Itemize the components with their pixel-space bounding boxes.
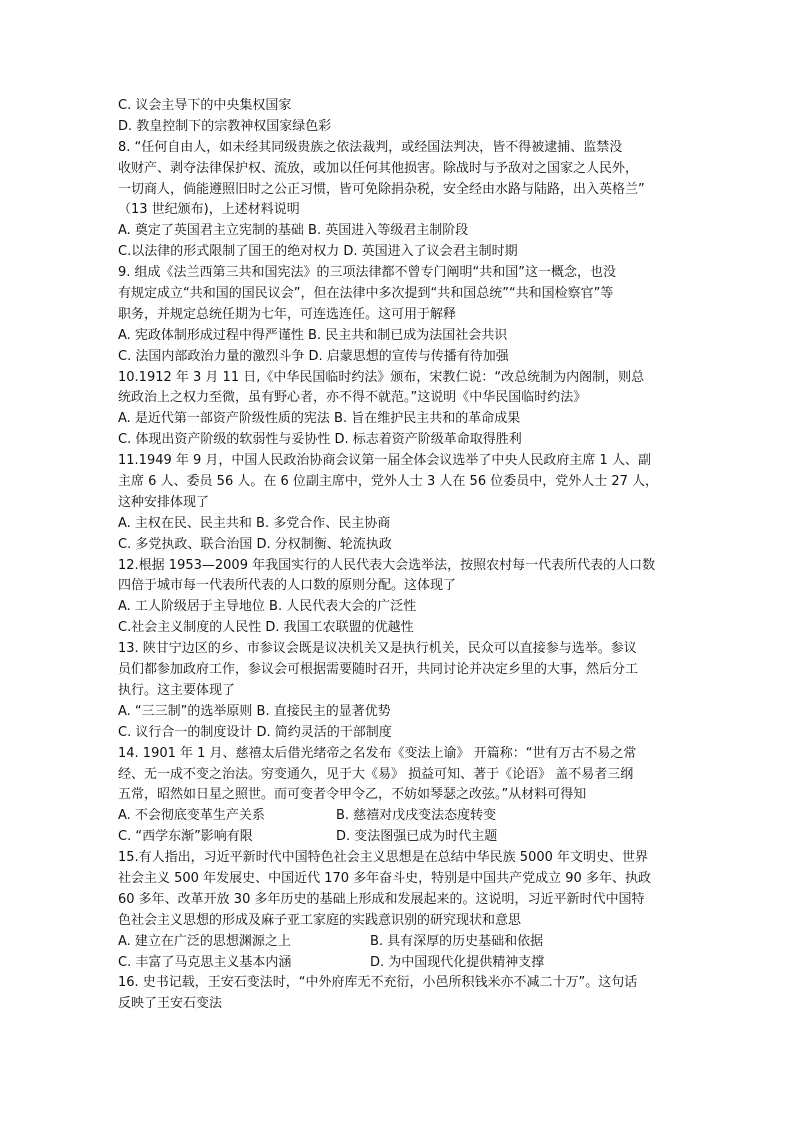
- q15-option-a: A. 建立在广泛的思想渊源之上: [118, 933, 291, 949]
- text-line: 经、无一成不变之治法。穷变通久，见于大《易》 损益可知、著于《论语》 盖不易者三纲: [118, 766, 634, 782]
- text-line: 五常，昭然如日星之照世。而可变者令甲令乙，不妨如琴瑟之改弦。”从材料可得知: [118, 787, 587, 803]
- text-line: C. 法国内部政治力量的激烈斗争 D. 启蒙思想的宣传与传播有待加强: [118, 348, 509, 364]
- text-line: C. 议会主导下的中央集权国家: [118, 98, 292, 113]
- q14-option-b: B. 慈禧对戊戌变法态度转变: [336, 808, 497, 824]
- text-line: 8. “任何自由人，如未经其同级贵族之依法裁判，或经国法判决，皆不得被逮捕、监禁没: [118, 139, 623, 155]
- q15-option-b: B. 具有深厚的历史基础和依据: [370, 933, 544, 949]
- text-line: C.以法律的形式限制了国王的绝对权力 D. 英国进入了议会君主制时期: [118, 244, 518, 260]
- text-line: 收财产、剥夺法律保护权、流放，或加以任何其他损害。除战时与予敌对之国家之人民外，: [118, 160, 639, 176]
- text-line: C.社会主义制度的人民性 D. 我国工农联盟的优越性: [118, 620, 414, 636]
- text-line: 14. 1901 年 1 月、慈禧太后借光绪帝之名发布《变法上谕》 开篇称：“世有万古不易之常: [118, 745, 637, 761]
- text-line: 反映了王安石变法: [118, 996, 223, 1012]
- text-line: D. 教皇控制下的宗教神权国家绿色彩: [118, 118, 332, 134]
- q15-options-row: [118, 932, 704, 953]
- text-line: 员们都参加政府工作，参议会可根据需要随时召开，共同讨论并决定乡里的大事，然后分工: [118, 662, 639, 678]
- text-line: 色社会主义思想的形成及麻子亚工家庭的实践意识别的研究现状和意思: [118, 912, 522, 928]
- text-line: 12.根据 1953—2009 年我国实行的人民代表大会选举法，按照农村每一代表所代表的人口数: [118, 557, 656, 573]
- text-line: 四倍于城市每一代表所代表的人口数的原则分配。这体现了: [118, 578, 457, 594]
- text-line: A. “三三制”的选举原则 B. 直接民主的显著优势: [118, 703, 391, 719]
- text-line: 有规定成立“共和国的国民议会”，但在法律中多次提到“共和国总统”“共和国检察官”等: [118, 286, 614, 302]
- text-line: A. 主权在民、民主共和 B. 多党合作、民主协商: [118, 515, 391, 531]
- text-line: A. 工人阶级居于主导地位 B. 人民代表大会的广泛性: [118, 599, 417, 615]
- text-line: 一切商人，倘能遵照旧时之公正习惯，皆可免除捐杂税，安全经由水路与陆路，出入英格兰”: [118, 181, 645, 197]
- q15-option-c: C. 丰富了马克思主义基本内涵: [118, 954, 292, 970]
- text-line: 10.1912 年 3 月 11 日,《中华民国临时约法》颁布，宋教仁说：“改总统制为内阁制，则总: [118, 369, 645, 385]
- q15-options-row: [118, 953, 704, 974]
- text-line: 社会主义 500 年发展史、中国近代 170 多年奋斗史，特别是中国共产党成立 90 多年、执政: [118, 870, 651, 886]
- q14-option-d: D. 变法图强已成为时代主题: [336, 829, 498, 845]
- text-line: 16. 史书记载，王安石变法时，“中外府库无不充衍，小邑所积钱米亦不减二十万”。这句话: [118, 975, 638, 991]
- text-line: 主席 6 人、委员 56 人。在 6 位副主席中，党外人士 3 人在 56 位委员中，党外人士 27 人，: [118, 474, 659, 490]
- text-line: C. 体现出资产阶级的软弱性与妥协性 D. 标志着资产阶级革命取得胜利: [118, 432, 522, 448]
- text-line: （13 世纪颁布)，上述材料说明: [118, 202, 300, 218]
- q15-option-d: D. 为中国现代化提供精神支撑: [370, 954, 545, 970]
- text-line: 11.1949 年 9 月，中国人民政治协商会议第一届全体会议选举了中央人民政府主席 1 人、副: [118, 453, 651, 469]
- text-line: A. 是近代第一部资产阶级性质的宪法 B. 旨在维护民主共和的革命成果: [118, 411, 521, 427]
- q14-option-c: C. “西学东渐”影响有限: [118, 829, 253, 845]
- text-line: C. 多党执政、联合治国 D. 分权制衡、轮流执政: [118, 536, 392, 552]
- q14-options-row: [118, 806, 704, 827]
- text-line: A. 宪政体制形成过程中得严谨性 B. 民主共和制已成为法国社会共识: [118, 327, 508, 343]
- text-line: 13. 陕甘宁边区的乡、市参议会既是议决机关又是执行机关，民众可以直接参与选举。参议: [118, 641, 637, 657]
- text-line: 这种安排体现了: [118, 494, 210, 510]
- q14-option-a: A. 不会彻底变革生产关系: [118, 808, 265, 824]
- text-line: 15.有人指出，习近平新时代中国特色社会主义思想是在总结中华民族 5000 年文明史、世界: [118, 850, 649, 866]
- text-line: A. 奠定了英国君主立宪制的基础 B. 英国进入等级君主制阶段: [118, 223, 469, 239]
- q14-options-row: [118, 827, 704, 848]
- text-line: 统政治上之权力至微，虽有野心者，亦不得不就范。”这说明《中华民国临时约法》: [118, 390, 587, 406]
- text-line: 执行。这主要体现了: [118, 682, 236, 698]
- text-line: 60 多年、改革开放 30 多年历史的基础上形成和发展起来的。这说明，习近平新时代中国特: [118, 891, 645, 907]
- text-line: 职务，并规定总统任期为七年，可连选连任。这可用于解释: [118, 306, 457, 322]
- text-line: C. 议行合一的制度设计 D. 简约灵活的干部制度: [118, 724, 392, 740]
- text-line: 9. 组成《法兰西第三共和国宪法》的三项法律都不曾专门阐明“共和国”这一概念，也没: [118, 265, 617, 281]
